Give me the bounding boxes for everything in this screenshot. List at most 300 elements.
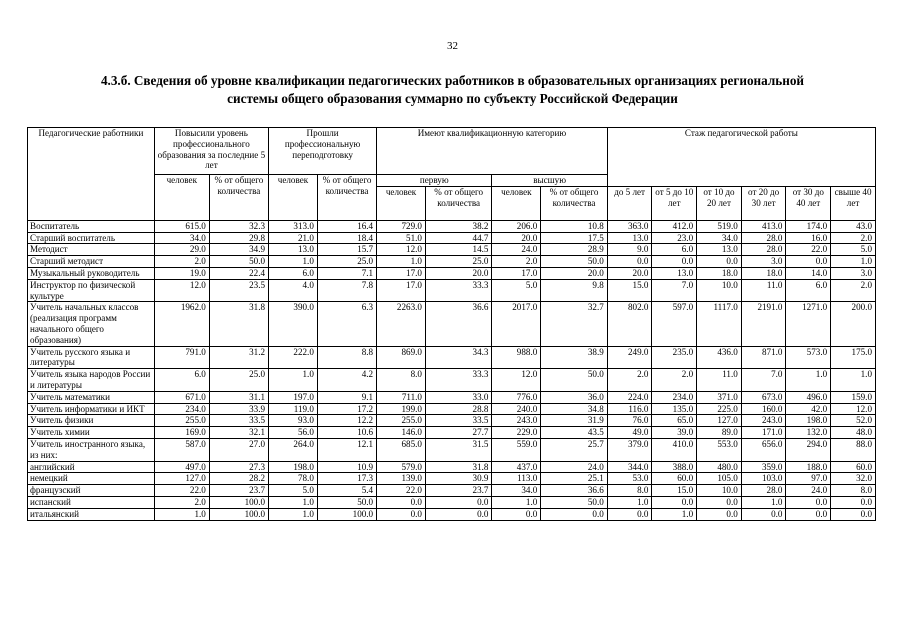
table-cell: 579.0 xyxy=(377,461,426,473)
table-cell: 43.0 xyxy=(831,220,876,232)
table-cell: 36.6 xyxy=(425,302,492,346)
table-cell: 671.0 xyxy=(154,391,209,403)
table-cell: 0.0 xyxy=(741,508,786,520)
table-cell: 587.0 xyxy=(154,438,209,461)
table-cell: 15.0 xyxy=(607,279,652,302)
table-cell: 198.0 xyxy=(786,415,831,427)
header-exp-4: от 30 до 40 лет xyxy=(786,186,831,220)
row-label: Учитель языка народов России и литературы xyxy=(28,369,155,392)
table-cell: 2017.0 xyxy=(492,302,541,346)
table-row xyxy=(28,346,876,369)
table-row xyxy=(28,473,876,485)
table-cell: 27.7 xyxy=(425,427,492,439)
row-label: Учитель химии xyxy=(28,427,155,439)
table-cell: 28.0 xyxy=(741,485,786,497)
table-cell: 50.0 xyxy=(541,496,608,508)
table-cell: 1.0 xyxy=(831,256,876,268)
table-cell: 0.0 xyxy=(607,508,652,520)
table-cell: 188.0 xyxy=(786,461,831,473)
table-cell: 34.0 xyxy=(697,232,742,244)
table-cell: 791.0 xyxy=(154,346,209,369)
table-cell: 89.0 xyxy=(697,427,742,439)
table-cell: 1.0 xyxy=(831,369,876,392)
table-cell: 1117.0 xyxy=(697,302,742,346)
table-cell: 116.0 xyxy=(607,403,652,415)
table-cell: 7.0 xyxy=(652,279,697,302)
table-cell: 159.0 xyxy=(831,391,876,403)
table-row xyxy=(28,403,876,415)
header-staff: Педагогические работники xyxy=(28,128,155,221)
table-cell: 0.0 xyxy=(652,496,697,508)
table-cell: 28.9 xyxy=(541,244,608,256)
table-cell: 100.0 xyxy=(317,508,376,520)
table-cell: 9.0 xyxy=(607,244,652,256)
header-first-people: человек xyxy=(377,186,426,220)
table-cell: 76.0 xyxy=(607,415,652,427)
table-cell: 27.3 xyxy=(209,461,268,473)
row-label: Учитель физики xyxy=(28,415,155,427)
table-cell: 132.0 xyxy=(786,427,831,439)
table-cell: 410.0 xyxy=(652,438,697,461)
table-cell: 0.0 xyxy=(786,496,831,508)
table-cell: 480.0 xyxy=(697,461,742,473)
table-cell: 0.0 xyxy=(831,496,876,508)
table-cell: 0.0 xyxy=(377,496,426,508)
table-cell: 206.0 xyxy=(492,220,541,232)
table-cell: 249.0 xyxy=(607,346,652,369)
table-cell: 729.0 xyxy=(377,220,426,232)
table-cell: 24.0 xyxy=(492,244,541,256)
table-cell: 14.0 xyxy=(786,267,831,279)
table-cell: 34.0 xyxy=(492,485,541,497)
table-cell: 12.0 xyxy=(154,279,209,302)
table-cell: 17.0 xyxy=(377,267,426,279)
header-retraining: Прошли профессиональную переподготовку xyxy=(269,128,377,175)
table-cell: 20.0 xyxy=(607,267,652,279)
table-cell: 6.0 xyxy=(269,267,318,279)
header-experience: Стаж педагогической работы xyxy=(607,128,875,187)
row-label: Учитель информатики и ИКТ xyxy=(28,403,155,415)
table-cell: 127.0 xyxy=(697,415,742,427)
table-cell: 685.0 xyxy=(377,438,426,461)
table-cell: 199.0 xyxy=(377,403,426,415)
table-cell: 48.0 xyxy=(831,427,876,439)
table-cell: 169.0 xyxy=(154,427,209,439)
table-cell: 235.0 xyxy=(652,346,697,369)
row-label: французский xyxy=(28,485,155,497)
table-cell: 1.0 xyxy=(741,496,786,508)
row-label: английский xyxy=(28,461,155,473)
table-cell: 20.0 xyxy=(425,267,492,279)
table-cell: 65.0 xyxy=(652,415,697,427)
table-cell: 22.0 xyxy=(377,485,426,497)
table-cell: 673.0 xyxy=(741,391,786,403)
table-cell: 22.0 xyxy=(786,244,831,256)
table-cell: 4.0 xyxy=(269,279,318,302)
table-cell: 22.0 xyxy=(154,485,209,497)
table-cell: 1.0 xyxy=(269,508,318,520)
table-cell: 9.8 xyxy=(541,279,608,302)
table-cell: 229.0 xyxy=(492,427,541,439)
table-cell: 18.4 xyxy=(317,232,376,244)
table-cell: 12.0 xyxy=(831,403,876,415)
table-cell: 1.0 xyxy=(269,496,318,508)
table-cell: 5.0 xyxy=(269,485,318,497)
table-cell: 25.0 xyxy=(317,256,376,268)
table-cell: 6.3 xyxy=(317,302,376,346)
table-cell: 243.0 xyxy=(492,415,541,427)
qualification-table xyxy=(27,127,876,521)
table-row xyxy=(28,438,876,461)
table-cell: 175.0 xyxy=(831,346,876,369)
table-cell: 7.1 xyxy=(317,267,376,279)
table-cell: 559.0 xyxy=(492,438,541,461)
table-row xyxy=(28,485,876,497)
table-cell: 10.6 xyxy=(317,427,376,439)
table-cell: 160.0 xyxy=(741,403,786,415)
table-cell: 390.0 xyxy=(269,302,318,346)
table-cell: 264.0 xyxy=(269,438,318,461)
table-cell: 6.0 xyxy=(154,369,209,392)
row-label: итальянский xyxy=(28,508,155,520)
table-cell: 2.0 xyxy=(831,279,876,302)
title-line-2: системы общего образования суммарно по субъекту Российской Федерации xyxy=(227,91,678,106)
table-cell: 3.0 xyxy=(831,267,876,279)
table-cell: 197.0 xyxy=(269,391,318,403)
table-cell: 34.8 xyxy=(541,403,608,415)
table-cell: 33.5 xyxy=(209,415,268,427)
table-cell: 17.5 xyxy=(541,232,608,244)
header-exp-3: от 20 до 30 лет xyxy=(741,186,786,220)
header-highest-pct: % от общего количества xyxy=(541,186,608,220)
header-exp-0: до 5 лет xyxy=(607,186,652,220)
table-cell: 13.0 xyxy=(607,232,652,244)
row-label: Методист xyxy=(28,244,155,256)
table-cell: 8.0 xyxy=(607,485,652,497)
table-cell: 25.0 xyxy=(425,256,492,268)
table-cell: 31.5 xyxy=(425,438,492,461)
table-cell: 103.0 xyxy=(741,473,786,485)
table-cell: 553.0 xyxy=(697,438,742,461)
table-cell: 43.5 xyxy=(541,427,608,439)
row-label: Воспитатель xyxy=(28,220,155,232)
header-exp-5: свыше 40 лет xyxy=(831,186,876,220)
table-cell: 17.2 xyxy=(317,403,376,415)
table-cell: 12.2 xyxy=(317,415,376,427)
table-cell: 1.0 xyxy=(492,496,541,508)
table-cell: 0.0 xyxy=(541,508,608,520)
table-cell: 1.0 xyxy=(154,508,209,520)
table-row xyxy=(28,220,876,232)
table-cell: 240.0 xyxy=(492,403,541,415)
header-raised-pct: % от общего количества xyxy=(209,175,268,221)
table-cell: 31.2 xyxy=(209,346,268,369)
table-cell: 146.0 xyxy=(377,427,426,439)
table-cell: 497.0 xyxy=(154,461,209,473)
table-cell: 32.0 xyxy=(831,473,876,485)
table-cell: 10.8 xyxy=(541,220,608,232)
table-cell: 23.7 xyxy=(425,485,492,497)
table-cell: 18.0 xyxy=(741,267,786,279)
table-cell: 412.0 xyxy=(652,220,697,232)
table-cell: 1.0 xyxy=(607,496,652,508)
table-cell: 12.0 xyxy=(377,244,426,256)
table-cell: 496.0 xyxy=(786,391,831,403)
table-cell: 18.0 xyxy=(697,267,742,279)
table-cell: 28.0 xyxy=(741,232,786,244)
header-retrained-pct: % от общего количества xyxy=(317,175,376,221)
table-cell: 36.0 xyxy=(541,391,608,403)
table-row xyxy=(28,508,876,520)
table-row xyxy=(28,267,876,279)
table-cell: 234.0 xyxy=(652,391,697,403)
table-cell: 5.4 xyxy=(317,485,376,497)
table-cell: 11.0 xyxy=(741,279,786,302)
table-cell: 2.0 xyxy=(154,496,209,508)
table-cell: 5.0 xyxy=(831,244,876,256)
table-cell: 225.0 xyxy=(697,403,742,415)
row-label: Старший методист xyxy=(28,256,155,268)
table-cell: 49.0 xyxy=(607,427,652,439)
table-cell: 255.0 xyxy=(377,415,426,427)
table-cell: 294.0 xyxy=(786,438,831,461)
table-cell: 17.0 xyxy=(492,267,541,279)
table-cell: 2.0 xyxy=(492,256,541,268)
table-cell: 363.0 xyxy=(607,220,652,232)
table-cell: 28.2 xyxy=(209,473,268,485)
row-label: Учитель иностранного языка, из них: xyxy=(28,438,155,461)
table-cell: 24.0 xyxy=(786,485,831,497)
table-cell: 31.1 xyxy=(209,391,268,403)
table-cell: 0.0 xyxy=(697,496,742,508)
table-cell: 6.0 xyxy=(786,279,831,302)
table-cell: 1.0 xyxy=(269,369,318,392)
table-cell: 313.0 xyxy=(269,220,318,232)
table-row xyxy=(28,232,876,244)
table-cell: 7.0 xyxy=(741,369,786,392)
table-cell: 29.0 xyxy=(154,244,209,256)
table-cell: 776.0 xyxy=(492,391,541,403)
table-cell: 174.0 xyxy=(786,220,831,232)
header-highest-category: высшую xyxy=(492,175,607,187)
table-cell: 0.0 xyxy=(786,256,831,268)
header-first-pct: % от общего количества xyxy=(425,186,492,220)
row-label: Учитель начальных классов (реализация программ начального общего образования) xyxy=(28,302,155,346)
table-cell: 23.5 xyxy=(209,279,268,302)
table-cell: 51.0 xyxy=(377,232,426,244)
table-cell: 33.3 xyxy=(425,369,492,392)
table-cell: 31.9 xyxy=(541,415,608,427)
table-cell: 52.0 xyxy=(831,415,876,427)
table-cell: 0.0 xyxy=(831,508,876,520)
header-first-category: первую xyxy=(377,175,492,187)
table-cell: 50.0 xyxy=(209,256,268,268)
table-cell: 2191.0 xyxy=(741,302,786,346)
table-cell: 25.7 xyxy=(541,438,608,461)
table-cell: 1.0 xyxy=(786,369,831,392)
table-cell: 0.0 xyxy=(377,508,426,520)
table-cell: 29.8 xyxy=(209,232,268,244)
header-raised-people: человек xyxy=(154,175,209,221)
table-cell: 0.0 xyxy=(425,508,492,520)
table-cell: 32.3 xyxy=(209,220,268,232)
document-title xyxy=(30,72,875,108)
table-cell: 36.6 xyxy=(541,485,608,497)
table-cell: 33.3 xyxy=(425,279,492,302)
table-cell: 78.0 xyxy=(269,473,318,485)
table-cell: 15.7 xyxy=(317,244,376,256)
table-cell: 711.0 xyxy=(377,391,426,403)
table-cell: 13.0 xyxy=(697,244,742,256)
header-exp-2: от 10 до 20 лет xyxy=(697,186,742,220)
table-cell: 50.0 xyxy=(541,369,608,392)
header-retrained-people: человек xyxy=(269,175,318,221)
table-cell: 20.0 xyxy=(492,232,541,244)
header-raised-qualification: Повысили уровень профессионального образования за последние 5 лет xyxy=(154,128,268,175)
row-label: испанский xyxy=(28,496,155,508)
table-cell: 222.0 xyxy=(269,346,318,369)
table-cell: 573.0 xyxy=(786,346,831,369)
table-cell: 28.0 xyxy=(741,244,786,256)
table-cell: 34.0 xyxy=(154,232,209,244)
table-cell: 7.8 xyxy=(317,279,376,302)
table-cell: 39.0 xyxy=(652,427,697,439)
table-cell: 119.0 xyxy=(269,403,318,415)
table-row xyxy=(28,256,876,268)
table-cell: 4.2 xyxy=(317,369,376,392)
table-cell: 33.0 xyxy=(425,391,492,403)
table-cell: 871.0 xyxy=(741,346,786,369)
table-cell: 33.5 xyxy=(425,415,492,427)
table-cell: 1.0 xyxy=(269,256,318,268)
table-cell: 127.0 xyxy=(154,473,209,485)
table-cell: 15.0 xyxy=(652,485,697,497)
table-row xyxy=(28,369,876,392)
table-cell: 19.0 xyxy=(154,267,209,279)
table-cell: 27.0 xyxy=(209,438,268,461)
table-cell: 243.0 xyxy=(741,415,786,427)
table-cell: 31.8 xyxy=(209,302,268,346)
table-cell: 28.8 xyxy=(425,403,492,415)
table-cell: 60.0 xyxy=(831,461,876,473)
table-row xyxy=(28,461,876,473)
table-cell: 0.0 xyxy=(425,496,492,508)
table-cell: 379.0 xyxy=(607,438,652,461)
table-cell: 21.0 xyxy=(269,232,318,244)
table-cell: 42.0 xyxy=(786,403,831,415)
table-cell: 597.0 xyxy=(652,302,697,346)
table-cell: 31.8 xyxy=(425,461,492,473)
table-cell: 437.0 xyxy=(492,461,541,473)
table-cell: 988.0 xyxy=(492,346,541,369)
table-cell: 200.0 xyxy=(831,302,876,346)
table-cell: 2263.0 xyxy=(377,302,426,346)
table-cell: 5.0 xyxy=(492,279,541,302)
table-cell: 13.0 xyxy=(652,267,697,279)
table-cell: 20.0 xyxy=(541,267,608,279)
table-cell: 105.0 xyxy=(697,473,742,485)
table-cell: 2.0 xyxy=(652,369,697,392)
table-cell: 8.0 xyxy=(377,369,426,392)
table-cell: 869.0 xyxy=(377,346,426,369)
table-cell: 17.0 xyxy=(377,279,426,302)
table-cell: 2.0 xyxy=(154,256,209,268)
table-cell: 30.9 xyxy=(425,473,492,485)
table-row xyxy=(28,496,876,508)
table-cell: 3.0 xyxy=(741,256,786,268)
table-cell: 1962.0 xyxy=(154,302,209,346)
table-cell: 44.7 xyxy=(425,232,492,244)
table-cell: 24.0 xyxy=(541,461,608,473)
table-cell: 9.1 xyxy=(317,391,376,403)
header-exp-1: от 5 до 10 лет xyxy=(652,186,697,220)
row-label: Учитель русского языка и литературы xyxy=(28,346,155,369)
table-cell: 0.0 xyxy=(697,508,742,520)
table-cell: 436.0 xyxy=(697,346,742,369)
table-cell: 171.0 xyxy=(741,427,786,439)
table-cell: 1271.0 xyxy=(786,302,831,346)
header-highest-people: человек xyxy=(492,186,541,220)
table-cell: 38.9 xyxy=(541,346,608,369)
row-label: немецкий xyxy=(28,473,155,485)
table-cell: 97.0 xyxy=(786,473,831,485)
table-row xyxy=(28,244,876,256)
row-label: Инструктор по физической культуре xyxy=(28,279,155,302)
table-cell: 88.0 xyxy=(831,438,876,461)
table-cell: 2.0 xyxy=(607,369,652,392)
table-cell: 34.9 xyxy=(209,244,268,256)
table-cell: 255.0 xyxy=(154,415,209,427)
table-cell: 413.0 xyxy=(741,220,786,232)
table-cell: 16.4 xyxy=(317,220,376,232)
header-category: Имеют квалификационную категорию xyxy=(377,128,608,175)
table-cell: 23.0 xyxy=(652,232,697,244)
table-cell: 13.0 xyxy=(269,244,318,256)
table-cell: 615.0 xyxy=(154,220,209,232)
table-cell: 371.0 xyxy=(697,391,742,403)
table-cell: 14.5 xyxy=(425,244,492,256)
table-cell: 23.7 xyxy=(209,485,268,497)
table-cell: 1.0 xyxy=(652,508,697,520)
table-cell: 16.0 xyxy=(786,232,831,244)
table-cell: 10.0 xyxy=(697,279,742,302)
table-cell: 10.0 xyxy=(697,485,742,497)
table-cell: 656.0 xyxy=(741,438,786,461)
table-row xyxy=(28,415,876,427)
table-cell: 22.4 xyxy=(209,267,268,279)
table-cell: 802.0 xyxy=(607,302,652,346)
table-cell: 34.3 xyxy=(425,346,492,369)
table-cell: 53.0 xyxy=(607,473,652,485)
table-cell: 12.0 xyxy=(492,369,541,392)
table-cell: 10.9 xyxy=(317,461,376,473)
table-cell: 224.0 xyxy=(607,391,652,403)
table-cell: 388.0 xyxy=(652,461,697,473)
table-cell: 2.0 xyxy=(831,232,876,244)
table-cell: 32.1 xyxy=(209,427,268,439)
table-cell: 33.9 xyxy=(209,403,268,415)
table-cell: 8.8 xyxy=(317,346,376,369)
table-cell: 359.0 xyxy=(741,461,786,473)
table-cell: 17.3 xyxy=(317,473,376,485)
table-cell: 519.0 xyxy=(697,220,742,232)
table-cell: 38.2 xyxy=(425,220,492,232)
table-cell: 1.0 xyxy=(377,256,426,268)
table-row xyxy=(28,427,876,439)
table-cell: 25.1 xyxy=(541,473,608,485)
table-cell: 0.0 xyxy=(492,508,541,520)
table-cell: 344.0 xyxy=(607,461,652,473)
